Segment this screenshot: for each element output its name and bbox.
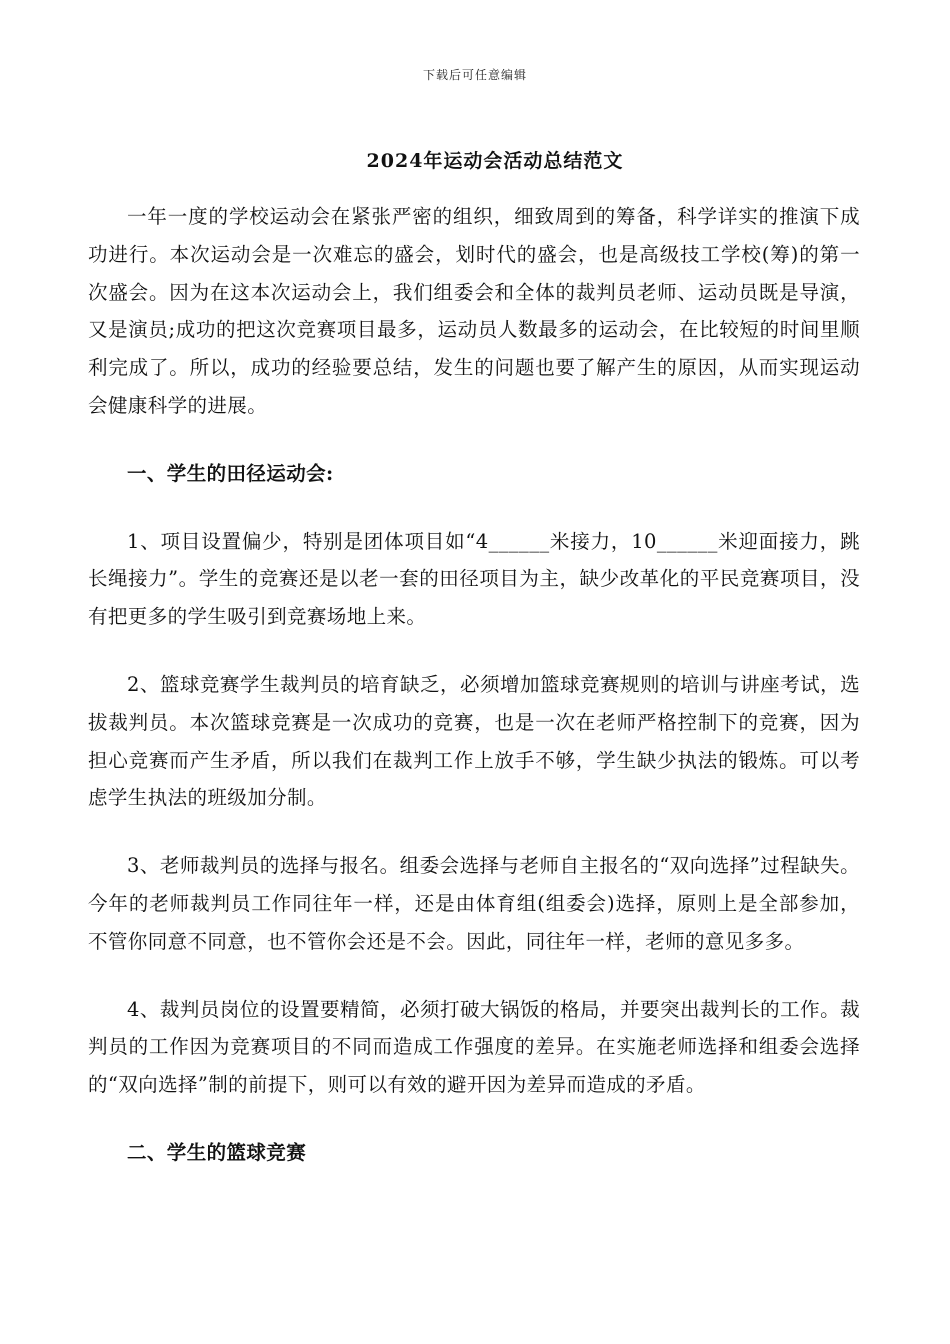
document-body [88,198,860,1202]
intro-paragraph: 一年一度的学校运动会在紧张严密的组织，细致周到的筹备，科学详实的推演下成功进行。本次运动会是一次难忘的盛会，划时代的盛会，也是高级技工学校(筹)的第一次盛会。因为在这本次运动会上，我们组委会和全体的裁判员老师、运动员既是导演，又是演员;成功的把这次竞赛项目最多，运动员人数最多的运动会，在比较短的时间里顺利完成了。所以，成功的经验要总结，发生的问题也要了解产生的原因，从而实现运动会健康科学的进展。 [88,205,860,417]
section1-item-3: 3、老师裁判员的选择与报名。组委会选择与老师自主报名的“双向选择”过程缺失。今年的老师裁判员工作同往年一样，还是由体育组(组委会)选择，原则上是全部参加，不管你同意不同意，也不管你会还是不会。因此，同往年一样，老师的意见多多。 [88,854,860,953]
section-heading-1: 一、学生的田径运动会: [127,461,334,485]
section1-item-1: 1、项目设置偏少，特别是团体项目如“4______米接力，10______米迎面接力，跳长绳接力”。学生的竞赛还是以老一套的田径项目为主，缺少改革化的平民竞赛项目，没有把更多的学生吸引到竞赛场地上来。 [88,529,860,629]
section1-item-2: 2、篮球竞赛学生裁判员的培育缺乏，必须增加篮球竞赛规则的培训与讲座考试，选拔裁判员。本次篮球竞赛是一次成功的竞赛，也是一次在老师严格控制下的竞赛，因为担心竞赛而产生矛盾，所以我们在裁判工作上放手不够，学生缺少执法的锻炼。可以考虑学生执法的班级加分制。 [88,672,860,810]
document-title: 2024年运动会活动总结范文 [366,150,624,172]
section-heading-2: 二、学生的篮球竞赛 [127,1140,307,1164]
section1-item-4: 4、裁判员岗位的设置要精简，必须打破大锅饭的格局，并要突出裁判长的工作。裁判员的工作因为竞赛项目的不同而造成工作强度的差异。在实施老师选择和组委会选择的“双向选择”制的前提下，则可以有效的避开因为差异而造成的矛盾。 [88,997,860,1097]
header-note: 下载后可任意编辑 [422,68,527,82]
